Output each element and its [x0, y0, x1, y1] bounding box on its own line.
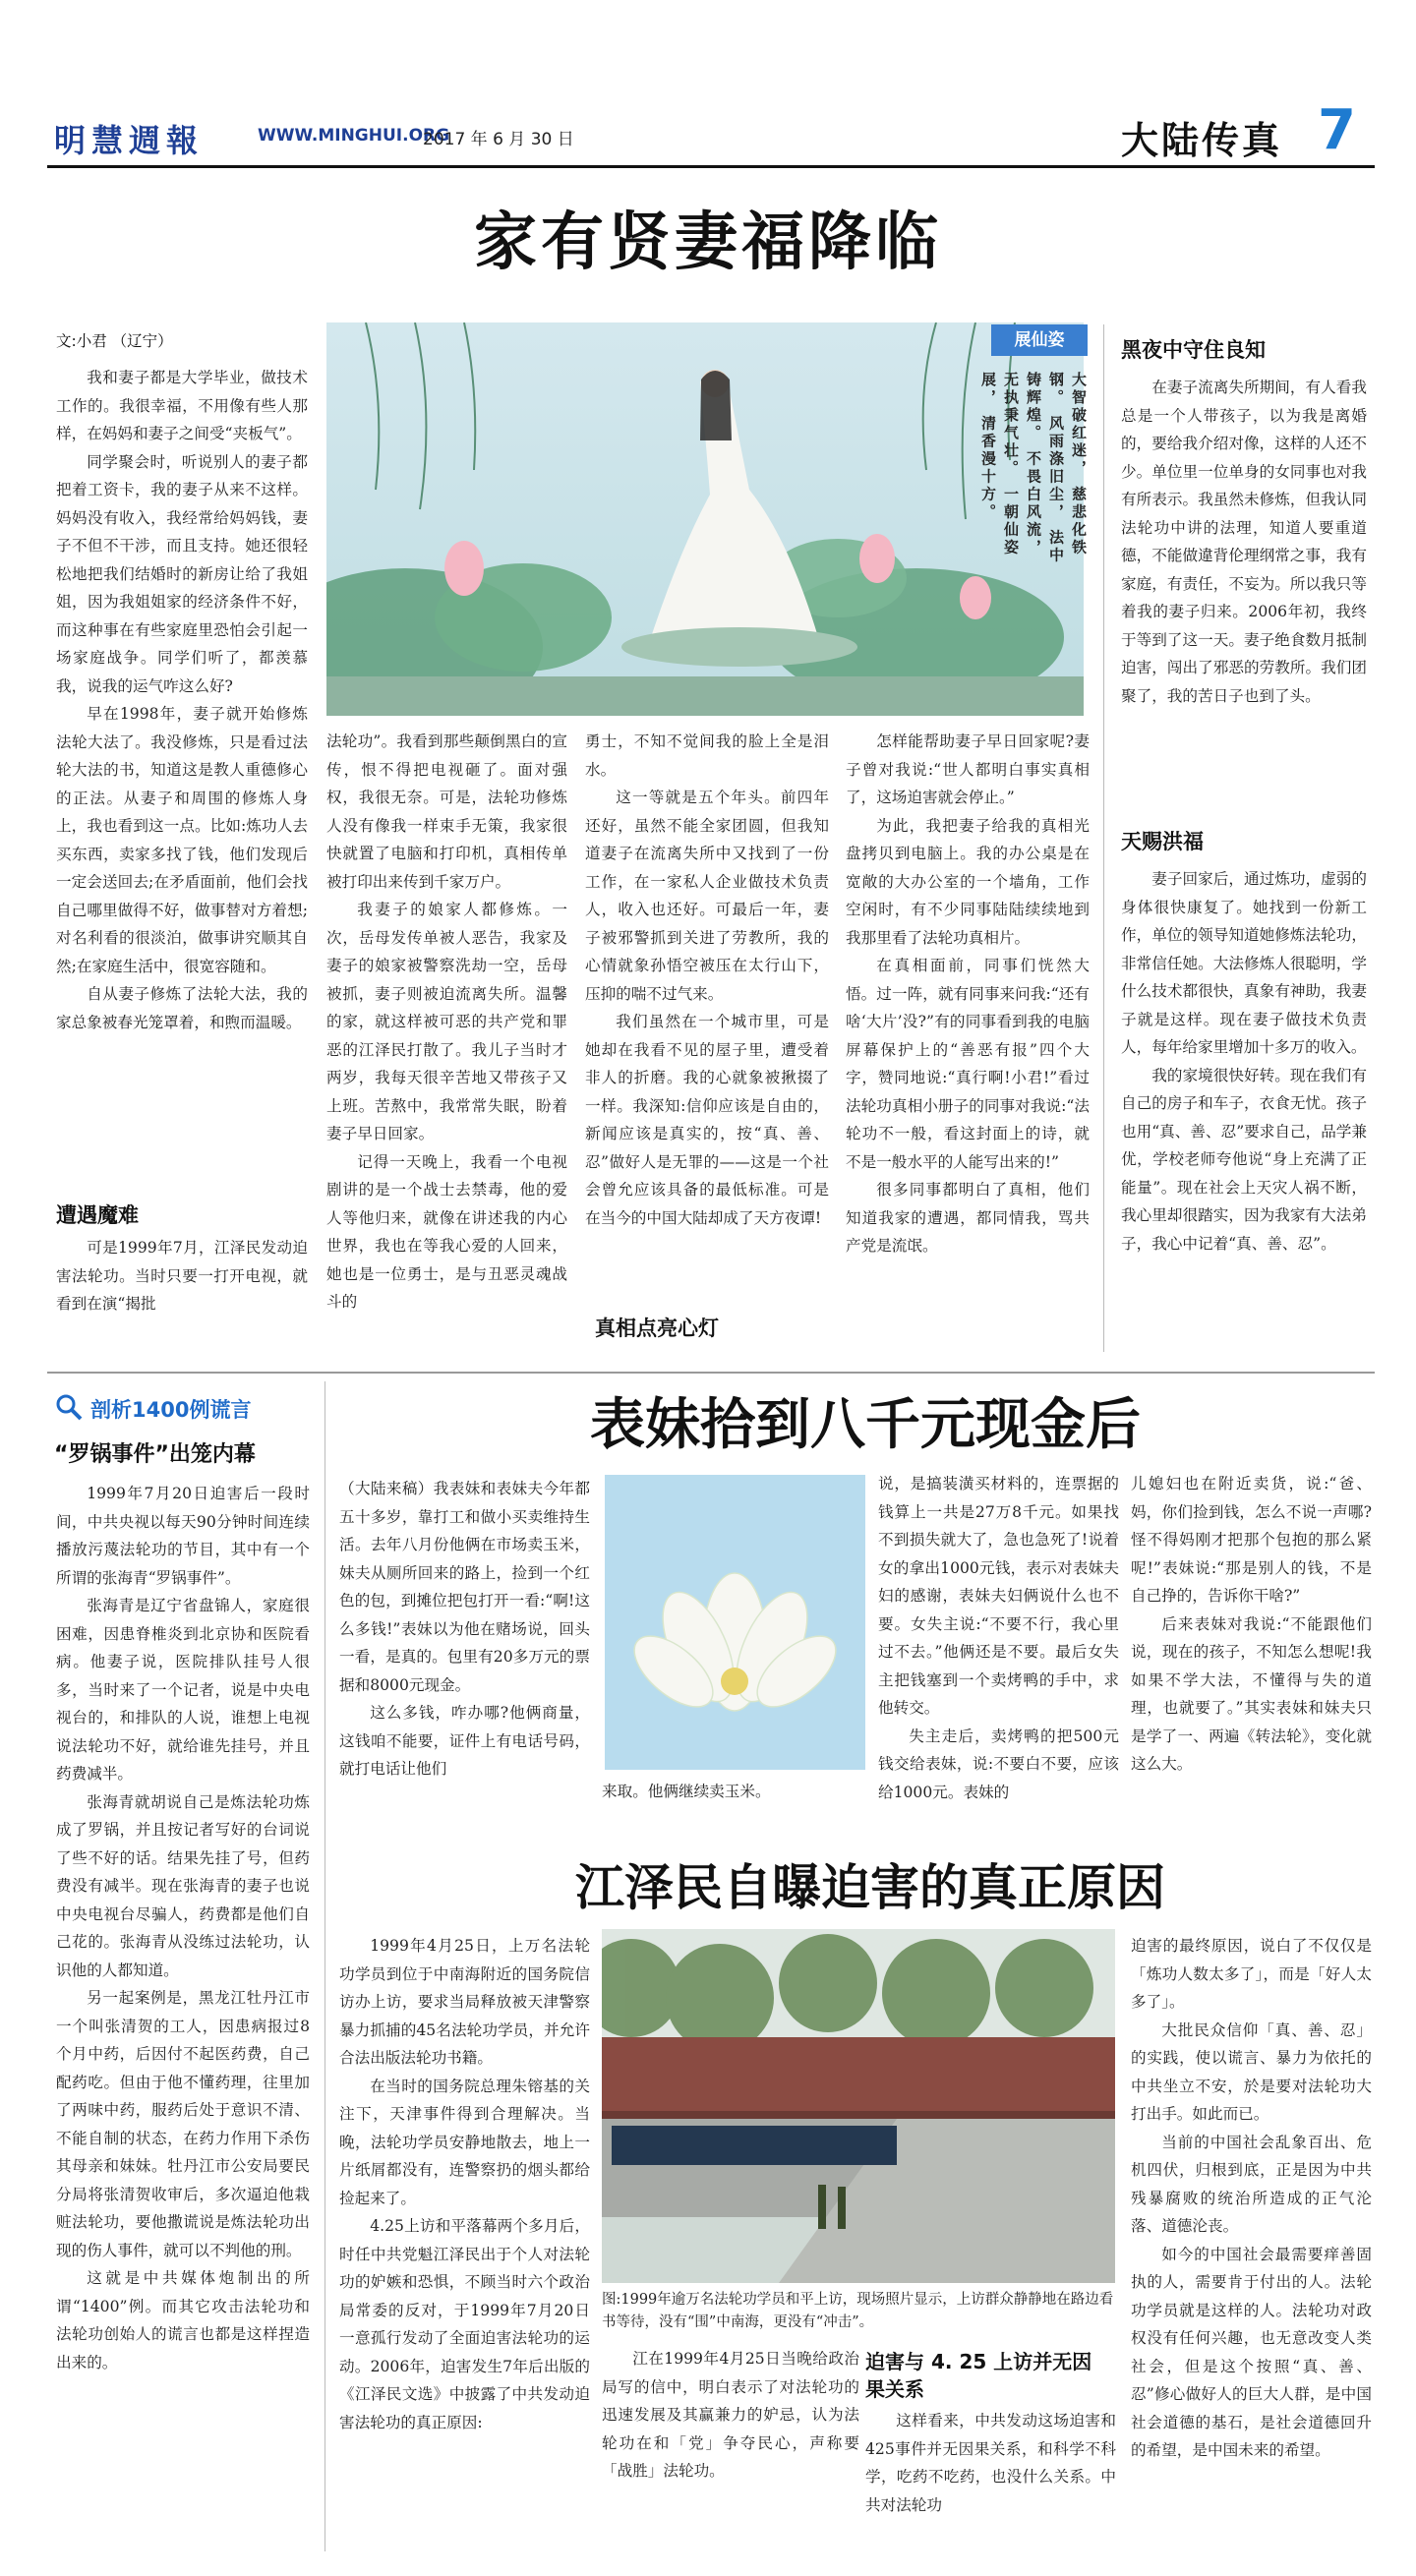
paragraph: 同学聚会时，听说别人的妻子都把着工资卡，我的妻子从来不这样。妈妈没有收入，我经常给妈妈钱，妻子不但不干涉，而且支持。她还很轻松地把我们结婚时的新房让给了我姐姐，因为我姐姐家的经济条件不好，而这种事在有些家庭里恐怕会引起一场家庭战争。同学们听了，都羡慕我，说我的运气咋这么好? [56, 452, 308, 695]
paragraph: 迫害的最终原因，说白了不仅仅是「炼功人数太多了」，而是「好人太多了」。 [1131, 1937, 1372, 2011]
page-number: 7 [1318, 98, 1356, 162]
paragraph: 这样看来，中共发动这场迫害和425事件并无因果关系，和科学不科学，吃药不吃药，也没什么关系。中共对法轮功 [865, 2412, 1116, 2514]
paragraph: 这就是中共媒体炮制出的所谓“1400”例。而其它攻击法轮功和法轮功创始人的谎言也都是这样捏造出来的。 [56, 2269, 310, 2371]
paragraph: 江在1999年4月25日当晚给政治局写的信中，明白表示了对法轮功的迅速发展及其赢兼力的妒忌，认为法轮功在和「党」争夺民心，声称要「战胜」法轮功。 [602, 2350, 859, 2480]
paragraph: 很多同事都明白了真相，他们知道我家的遭遇，都同情我，骂共产党是流氓。 [846, 1181, 1090, 1255]
article4-photo [602, 1929, 1115, 2283]
paragraph: 1999年4月25日，上万名法轮功学员到位于中南海附近的国务院信访办上访，要求当局释放被天津警察暴力抓捕的45名法轮功学员，并允许合法出版法轮功书籍。 [339, 1937, 590, 2067]
article1-column-2 [326, 728, 567, 1357]
paragraph: 张海青就胡说自己是炼法轮功炼成了罗锅，并且按记者写好的台词说了些不好的话。结果先挂了号，但药费没有减半。现在张海青的妻子也说中央电视台尽骗人，药费都是他们自己花的。张海青从没练过法轮功，认识他的人都知道。 [56, 1792, 310, 1979]
paragraph: 勇士，不知不觉间我的脸上全是泪水。 [585, 732, 829, 779]
poem-line: 风雨涤旧尘， [1047, 415, 1065, 522]
paragraph: 妻子回家后，通过炼功，虚弱的身体很快康复了。她找到一份新工作，单位的领导知道她修炼法轮功，非常信任她。大法修炼人很聪明，学什么技术都很快，真象有神助，我妻子就是这样。现在妻子做技术负责人，每年给家里增加十多万的收入。 [1121, 870, 1367, 1056]
paragraph: 后来表妹对我说:“不能跟他们说，现在的孩子，不知怎么想呢!我如果不学大法，不懂得与失的道理，也就要了。”其实表妹和妹夫只是学了一、两遍《转法轮》，变化就这么大。 [1131, 1614, 1372, 1773]
article3-column-4 [1131, 1470, 1372, 1829]
column-divider [324, 1381, 325, 2551]
paragraph: 另一起案例是，黑龙江牡丹江市一个叫张清贺的工人，因患病报过8个月中药，后因付不起医药费，自己配药吃。但由于他不懂药理，往里加了两味中药，服药后处于意识不清、不能自制的状态，在药力作用下杀伤其母亲和妹妹。牡丹江市公安局要民分局将张清贺收审后，多次逼迫他栽赃法轮功，要他撒谎说是炼法轮功出现的伤人事件，就可以不判他的刑。 [56, 1989, 310, 2259]
paragraph: 张海青是辽宁省盘锦人，家庭很困难，因患脊椎炎到北京协和医院看病。他妻子说，医院排队挂号人很多，当时来了一个记者，说是中央电视台的，和排队的人说，谁想上电视说法轮功不好，就给谁先挂号，并且药费减半。 [56, 1597, 310, 1783]
section-divider [47, 1372, 1375, 1374]
poem-text [979, 372, 1090, 578]
paragraph: 为此，我把妻子给我的真相光盘拷贝到电脑上。我的办公桌是在宽敞的大办公室的一个墙角，工作空闲时，有不少同事陆陆续续地到我那里看了法轮功真相片。 [846, 816, 1090, 947]
article1-column-5b [1121, 865, 1367, 1357]
poem-line: 慈悲化铁钢。 [1047, 372, 1088, 557]
paragraph: 我妻子的娘家人都修炼。一次，岳母发传单被人恶告，我家及妻子的娘家被警察洗劫一空，岳母被抓，妻子则被迫流离失所。温馨的家，就这样被可恶的共产党和罪恶的江泽民打散了。我儿子当时才两岁，我每天很辛苦地又带孩子又上班。苦熬中，我常常失眠，盼着妻子早日回家。 [326, 901, 567, 1142]
poem-tag: 展仙姿 [991, 324, 1088, 356]
paragraph: 儿媳妇也在附近卖货，说:“爸、妈，你们捡到钱，怎么不说一声哪?怪不得妈刚才把那个包抱的那么紧呢!”表妹说:“那是别人的钱，不是自己挣的，告诉你干啥?” [1131, 1475, 1372, 1605]
paragraph: （大陆来稿）我表妹和表妹夫今年都五十多岁，靠打工和做小买卖维持生活。去年八月份他俩在市场卖玉米，妹夫从厕所回来的路上，捡到一个红色的包，到摊位把包打开一看:“啊!这么多钱!”表妹以为他在赌场说，回头一看，是真的。包里有20多万元的票据和8000元现金。 [339, 1480, 590, 1694]
petitioners-street-photo [602, 1929, 1115, 2283]
article4-column-2 [602, 2345, 859, 2551]
article1-illustration [326, 322, 1084, 716]
article2-subtitle: “罗锅事件”出笼内幕 [54, 1442, 256, 1467]
masthead-url[interactable]: WWW.MINGHUI.ORG [258, 126, 450, 146]
article3-column-3 [878, 1470, 1119, 1829]
header-rule [47, 165, 1375, 168]
poem-line: 不畏白风流， [1025, 450, 1042, 557]
article4-column-1 [339, 1932, 590, 2551]
lotus-fairy-painting [326, 322, 1084, 716]
poem-line: 一朝仙姿展， [979, 372, 1020, 557]
section-title: 大陆传真 [1121, 119, 1283, 162]
paragraph: 记得一天晚上，我看一个电视剧讲的是一个战士去禁毒，他的爱人等他归来，就像在讲述我的内心世界，我也在等我心爱的人回来，她也是一位勇士，是与丑恶灵魂战斗的 [326, 1152, 567, 1311]
article3-column-1 [339, 1475, 590, 1809]
paragraph: 如今的中国社会最需要痒善固执的人，需要肯于付出的人。法轮功学员就是这样的人。法轮功对政权没有任何兴趣，也无意改变人类社会，但是这个按照“真、善、忍”修心做好人的巨大人群，是中国社会道德的基石，是社会道德回升的希望，是中国未来的希望。 [1131, 2245, 1372, 2459]
poem-line: 无执秉气壮。 [1002, 372, 1020, 478]
paragraph: 当前的中国社会乱象百出、危机四伏，归根到底，正是因为中共残暴腐败的统治所造成的正气沦落、道德沦丧。 [1131, 2133, 1372, 2235]
paragraph: 我的家境很快好转。现在我们有自己的房子和车子，衣食无忧。孩子也用“真、善、忍”要求自己，品学兼优，学校老师夸他说“身上充满了正能量”。现在社会上天灾人祸不断，我心里却很踏实，因为我家有大法弟子，我心中记着“真、善、忍”。 [1121, 1066, 1367, 1253]
poem-line: 清香漫十方。 [979, 415, 997, 522]
paragraph: 1999年7月20日迫害后一段时间，中共央视以每天90分钟时间连续播放污蔑法轮功的节目，其中有一个所谓的张海青“罗锅事件”。 [56, 1485, 310, 1587]
paragraph: 4.25上访和平落幕两个多月后，时任中共党魁江泽民出于个人对法轮功的妒嫉和恐惧，不顾当时六个政治局常委的反对，于1999年7月20日一意孤行发动了全面迫害法轮功的运动。2006年，迫害发生7年后出版的《江泽民文选》中披露了中共发动迫害法轮功的真正原因: [339, 2217, 590, 2431]
paragraph: 在当时的国务院总理朱镕基的关注下，天津事件得到合理解决。当晚，法轮功学员安静地散去，地上一片纸屑都没有，连警察扔的烟头都给捡起来了。 [339, 2077, 590, 2207]
subhead-1: 遭遇魔难 [56, 1203, 139, 1227]
subhead-4: 天赐洪福 [1121, 830, 1204, 853]
subhead-2: 真相点亮心灯 [595, 1317, 719, 1340]
paragraph: 我和妻子都是大学毕业，做技术工作的。我很幸福，不用像有些人那样，在妈妈和妻子之间受“夹板气”。 [56, 369, 308, 442]
paragraph: 在妻子流离失所期间，有人看我总是一个人带孩子，以为我是离婚的，要给我介绍对像，这样的人还不少。单位里一位单身的女同事也对我有所表示。我虽然未修炼，但我认同法轮功中讲的法理，知道人要重道德，不能做違背伦理纲常之事，我有家庭，有责任，不妄为。所以我只等着我的妻子归来。2006年初，我终于等到了这一天。妻子绝食数月抵制迫害，闯出了邪恶的劳教所。我们团聚了，我的苦日子也到了头。 [1121, 379, 1367, 705]
photo-caption: 图:1999年逾万名法轮功学员和平上访，现场照片显示，上访群众静静地在路边看书等待，没有“围”中南海，更没有“冲击”。 [602, 2292, 1114, 2330]
poem-line: 大智破红迷， [1070, 372, 1088, 478]
article4-column-4 [1131, 1932, 1372, 2551]
article1-headline: 家有贤妻福降临 [474, 206, 942, 279]
article1-column-4 [846, 728, 1090, 1357]
paragraph: 来取。他俩继续卖玉米。 [602, 1783, 771, 1800]
paragraph: 在真相面前，同事们恍然大悟。过一阵，就有同事来问我:“还有啥‘大片’没?”有的同事看到我的电脑屏幕保护上的“善恶有报”四个大字，赞同地说:“真行啊!小君!”看过法轮功真相小册子的同事对我说:“法轮功不一般，看这封面上的诗，就不是一般水平的人能写出来的!” [846, 957, 1090, 1171]
article2-column [56, 1480, 310, 2551]
masthead-date: 2017 年 6 月 30 日 [423, 130, 574, 149]
article4-column-3 [865, 2407, 1116, 2551]
paragraph: 这么多钱，咋办哪?他俩商量，这钱咱不能要，证件上有电话号码，就打电话让他们 [339, 1704, 590, 1778]
paragraph: 我们虽然在一个城市里，可是她却在我看不见的屋子里，遭受着非人的折磨。我的心就象被揪掇了一样。我深知:信仰应该是自由的，新闻应该是真实的，按“真、善、忍”做好人是无罪的——这是一个社会曾允应该具备的最低标准。可是在当今的中国大陆却成了天方夜谭! [585, 1013, 829, 1227]
article1-column-1 [56, 364, 308, 1200]
paragraph: 自从妻子修炼了法轮大法，我的家总象被春光笼罩着，和煦而温暖。 [56, 985, 308, 1031]
article4-subhead: 迫害与 4. 25 上访并无因果关系 [865, 2350, 1092, 2401]
paragraph: 这一等就是五个年头。前四年还好，虽然不能全家团圆，但我知道妻子在流离失所中又找到了一份工作，在一家私人企业做技术负责人，收入也还好。可最后一年，妻子被邪警抓到关进了劳教所，我的心情就象孙悟空被压在太行山下，压抑的喘不过气来。 [585, 789, 829, 1003]
magnifier-icon [54, 1392, 84, 1426]
lotus-image [605, 1475, 865, 1770]
masthead-title: 明慧週報 [54, 122, 205, 159]
lotus-flower-picture [605, 1475, 865, 1770]
poem-line: 法中铸辉煌。 [1025, 372, 1065, 565]
article1-byline: 文:小君 （辽宁） [56, 332, 173, 350]
paragraph: 法轮功”。我看到那些颠倒黑白的宣传，恨不得把电视砸了。面对强权，我很无奈。可是，法轮功修炼人没有像我一样束手无策，我家很快就置了电脑和打印机，真相传单被打印出来传到千家万户。 [326, 732, 567, 891]
article4-headline: 江泽民自曝迫害的真正原因 [575, 1859, 1165, 1916]
paragraph: 失主走后，卖烤鸭的把500元钱交给表妹，说:不要白不要，应该给1000元。表妹的 [878, 1727, 1119, 1801]
paragraph: 说，是搞装潢买材料的，连票据的钱算上一共是27万8千元。如果找不到损失就大了，急也急死了!说着女的拿出1000元钱，表示对表妹夫妇的感谢，表妹夫妇俩说什么也不要。女失主说:“不要不行，我心里过不去。”他俩还是不要。最后女失主把钱塞到一个卖烤鸭的手中，求他转交。 [878, 1475, 1119, 1717]
subhead-3: 黑夜中守住良知 [1121, 338, 1266, 362]
paragraph: 大批民众信仰「真、善、忍」的实践，使以谎言、暴力为依托的中共坐立不安，於是要对法轮功大打出手。如此而已。 [1131, 2020, 1372, 2123]
paragraph: 早在1998年，妻子就开始修炼法轮大法了。我没修炼，只是看过法轮大法的书，知道这是教人重德修心的正法。从妻子和周围的修炼人身上，我也看到这一点。比如:炼功人去买东西，卖家多找了钱，他们发现后一定会送回去;在矛盾面前，他们会找自己哪里做得不好，做事替对方着想;对名利看的很淡泊，做事讲究顺其自然;在家庭生活中，很宽容随和。 [56, 705, 308, 975]
paragraph: 可是1999年7月，江泽民发动迫害法轮功。当时只要一打开电视，就看到在演“揭批 [56, 1239, 308, 1313]
article1-column-3 [585, 728, 829, 1273]
article1-column-1b [56, 1234, 308, 1352]
article3-headline: 表妹拾到八千元现金后 [590, 1393, 1141, 1457]
paragraph: 怎样能帮助妻子早日回家呢?妻子曾对我说:“世人都明白事实真相了，这场迫害就会停止。” [846, 732, 1090, 806]
article2-tag: 剖析1400例谎言 [90, 1398, 252, 1422]
column-divider [1103, 324, 1104, 1352]
article3-column-2-lead [602, 1778, 867, 1835]
article1-column-5 [1121, 374, 1367, 806]
